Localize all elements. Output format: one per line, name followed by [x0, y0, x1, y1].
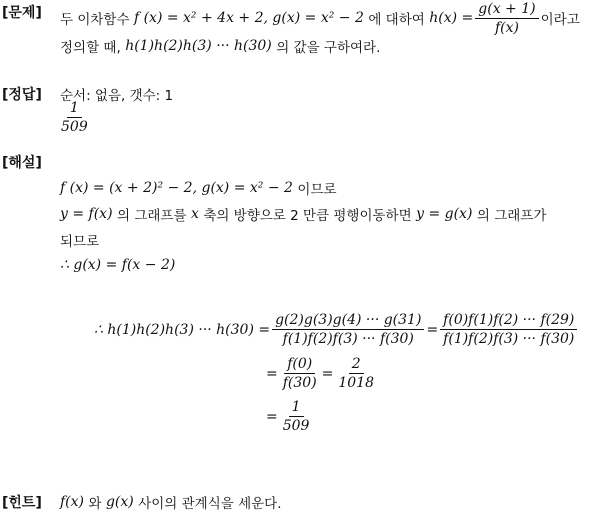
- problem-line-2: [60, 36, 380, 56]
- equation-line-2: [266, 356, 379, 391]
- equation-fraction: [272, 312, 424, 347]
- fraction-numerator: g(x + 1): [475, 1, 538, 19]
- h-definition-lhs: h(x) =: [429, 10, 474, 26]
- fraction-denominator: f(x): [494, 19, 519, 36]
- problem-text: 에 대하여: [368, 12, 425, 28]
- fraction-numerator: f(0): [284, 356, 315, 374]
- answer-tag: [정답]: [2, 87, 42, 103]
- equation-fraction: [335, 356, 377, 391]
- equation-lhs: ∴ h(1)h(2)h(3) ··· h(30) =: [94, 321, 271, 338]
- solution-text: 의 그래프를: [117, 208, 187, 224]
- equation-fraction: [440, 312, 577, 347]
- hint-line: [60, 492, 282, 512]
- fraction-denominator: f(1)f(2)f(3) ··· f(30): [282, 331, 414, 347]
- fraction-denominator: 509: [61, 119, 88, 135]
- equation-line-1: [94, 312, 579, 347]
- fraction-numerator: 1: [67, 100, 82, 118]
- fraction-denominator: 509: [282, 418, 310, 434]
- solution-tag: [해설]: [2, 155, 42, 171]
- function-definitions: f (x) = x² + 4x + 2, g(x) = x² − 2: [133, 10, 364, 26]
- problem-line-1: [60, 0, 580, 36]
- solution-math: y = f(x): [60, 206, 113, 222]
- solution-line-4: ∴ g(x) = f(x − 2): [60, 257, 176, 273]
- fraction-denominator: 1018: [338, 375, 375, 391]
- hint-text: 사이의 관계식을 세운다.: [138, 496, 282, 512]
- solution-math: f (x) = (x + 2)² − 2, g(x) = x² − 2: [60, 180, 293, 196]
- fraction-numerator: 1: [289, 399, 304, 417]
- product-expression: h(1)h(2)h(3) ··· h(30): [125, 38, 272, 54]
- answer-text: 순서: 없음, 갯수: 1: [60, 88, 174, 104]
- fraction-numerator: f(0)f(1)f(2) ··· f(29): [440, 312, 577, 330]
- solution-text: 축의 방향으로 2 만큼 평행이동하면: [203, 208, 412, 224]
- fraction-denominator: f(1)f(2)f(3) ··· f(30): [443, 331, 575, 347]
- solution-line-3: 되므로: [60, 234, 100, 250]
- solution-math: y = g(x): [416, 206, 473, 222]
- equals-sign: =: [266, 365, 278, 382]
- hint-math: f(x): [60, 494, 85, 510]
- equation-line-3: [266, 399, 314, 434]
- solution-line-2: [60, 204, 546, 224]
- solution-line-1: [60, 178, 337, 198]
- solution-text: 의 그래프가: [476, 208, 547, 224]
- fraction-numerator: 2: [349, 356, 364, 374]
- h-definition-fraction: [475, 1, 538, 36]
- solution-text: 이므로: [297, 182, 337, 198]
- fraction-numerator: g(2)g(3)g(4) ··· g(31): [272, 312, 424, 330]
- hint-math: g(x): [105, 494, 134, 510]
- equals-sign: =: [266, 408, 278, 425]
- equals-sign: =: [426, 321, 439, 338]
- problem-tag: [문제]: [2, 5, 42, 21]
- equation-fraction: [280, 399, 313, 434]
- hint-tag: [힌트]: [2, 495, 42, 511]
- solution-math: x: [190, 206, 199, 222]
- equation-fraction: [280, 356, 320, 391]
- fraction-denominator: f(30): [282, 375, 317, 391]
- problem-text: 의 값을 구하여라.: [276, 40, 381, 56]
- hint-text: 와: [88, 496, 102, 512]
- answer-fraction: [58, 100, 91, 135]
- problem-text: 두 이차함수: [60, 12, 130, 28]
- problem-text: 이라고: [540, 12, 580, 28]
- equals-sign: =: [321, 365, 334, 382]
- problem-text: 정의할 때,: [60, 40, 121, 56]
